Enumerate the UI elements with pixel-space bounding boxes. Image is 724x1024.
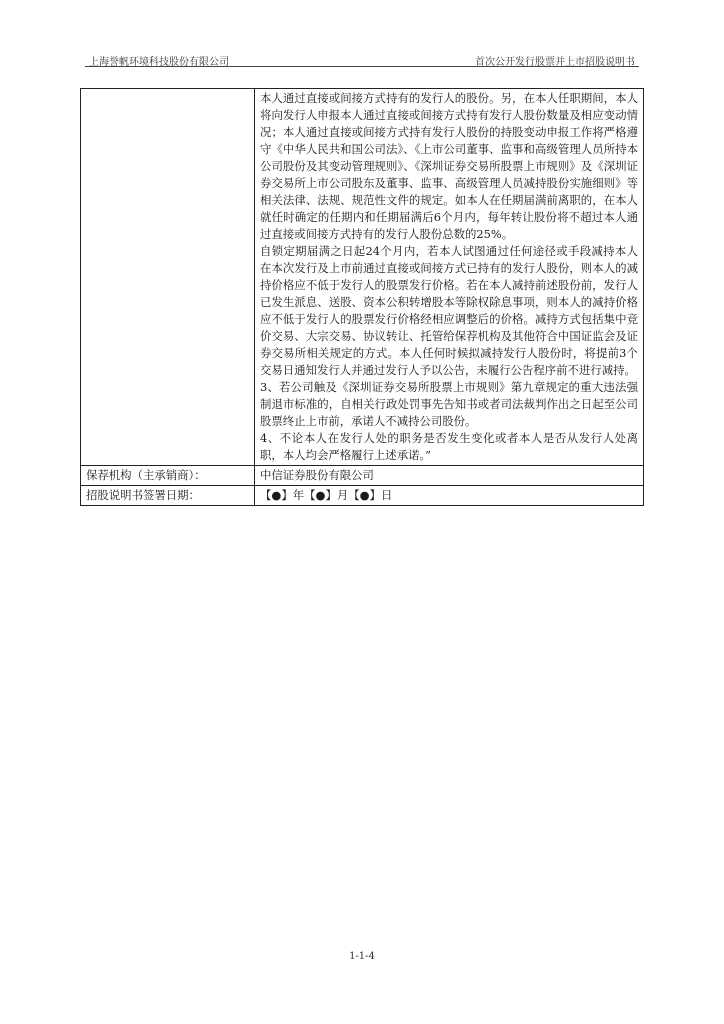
signing-date-label: 招股说明书签署日期： [81, 486, 255, 506]
commitment-paragraph: 3、若公司触及《深圳证券交易所股票上市规则》第九章规定的重大违法强制退市标准的，自相关行政处罚事先告知书或者司法裁判作出之日起至公司股票终止上市前，承诺人不减持公司股份。 [260, 380, 638, 428]
table-row [81, 466, 644, 486]
table-row [81, 486, 644, 506]
header-rule [85, 66, 639, 67]
page-number: 1-1-4 [349, 951, 375, 962]
commitment-paragraph: 本人通过直接或间接方式持有的发行人的股份。另，在本人任职期间，本人将向发行人申报本人通过直接或间接方式持有发行人股份数量及相应变动情况；本人通过直接或间接方式持有发行人股份的持股变动申报工作将严格遵守《中华人民共和国公司法》、《上市公司董事、监事和高级管理人员所持本公司股份及其变动管理规则》、《深圳证券交易所股票上市规则》及《深圳证券交易所上市公司股东及董事、监事、高级管理人员减持股份实施细则》等相关法律、法规、规范性文件的规定。如本人在任期届满前离职的，在本人就任时确定的任期内和任期届满后6个月内，每年转让股份将不超过本人通过直接或间接方式持有的发行人股份总数的25%。 [260, 91, 638, 241]
signing-date-value: 【●】年【●】月【●】日 [255, 486, 644, 506]
sponsor-value: 中信证券股份有限公司 [255, 466, 644, 486]
commitment-text-cell [255, 89, 644, 466]
sponsor-label: 保荐机构（主承销商）： [81, 466, 255, 486]
table-row [81, 89, 644, 466]
info-table [80, 88, 644, 506]
header-document-title: 首次公开发行股票并上市招股说明书 [475, 57, 635, 68]
commitment-paragraph: 自锁定期届满之日起24个月内，若本人试图通过任何途径或手段减持本人在本次发行及上市前通过直接或间接方式已持有的发行人股份，则本人的减持价格应不低于发行人的股票发行价格。若在本人减持前述股份前，发行人已发生派息、送股、资本公积转增股本等除权除息事项，则本人的减持价格应不低于发行人的股票发行价格经相应调整后的价格。减持方式包括集中竞价交易、大宗交易、协议转让、托管给保荐机构及其他符合中国证监会及证券交易所相关规定的方式。本人任何时候拟减持发行人股份时，将提前3个交易日通知发行人并通过发行人予以公告，未履行公告程序前不进行减持。 [260, 244, 638, 377]
commitment-paragraph: 4、不论本人在发行人处的职务是否发生变化或者本人是否从发行人处离职，本人均会严格履行上述承诺。” [260, 431, 638, 462]
header-company-name: 上海誉帆环境科技股份有限公司 [89, 57, 229, 68]
row-label [81, 89, 255, 466]
